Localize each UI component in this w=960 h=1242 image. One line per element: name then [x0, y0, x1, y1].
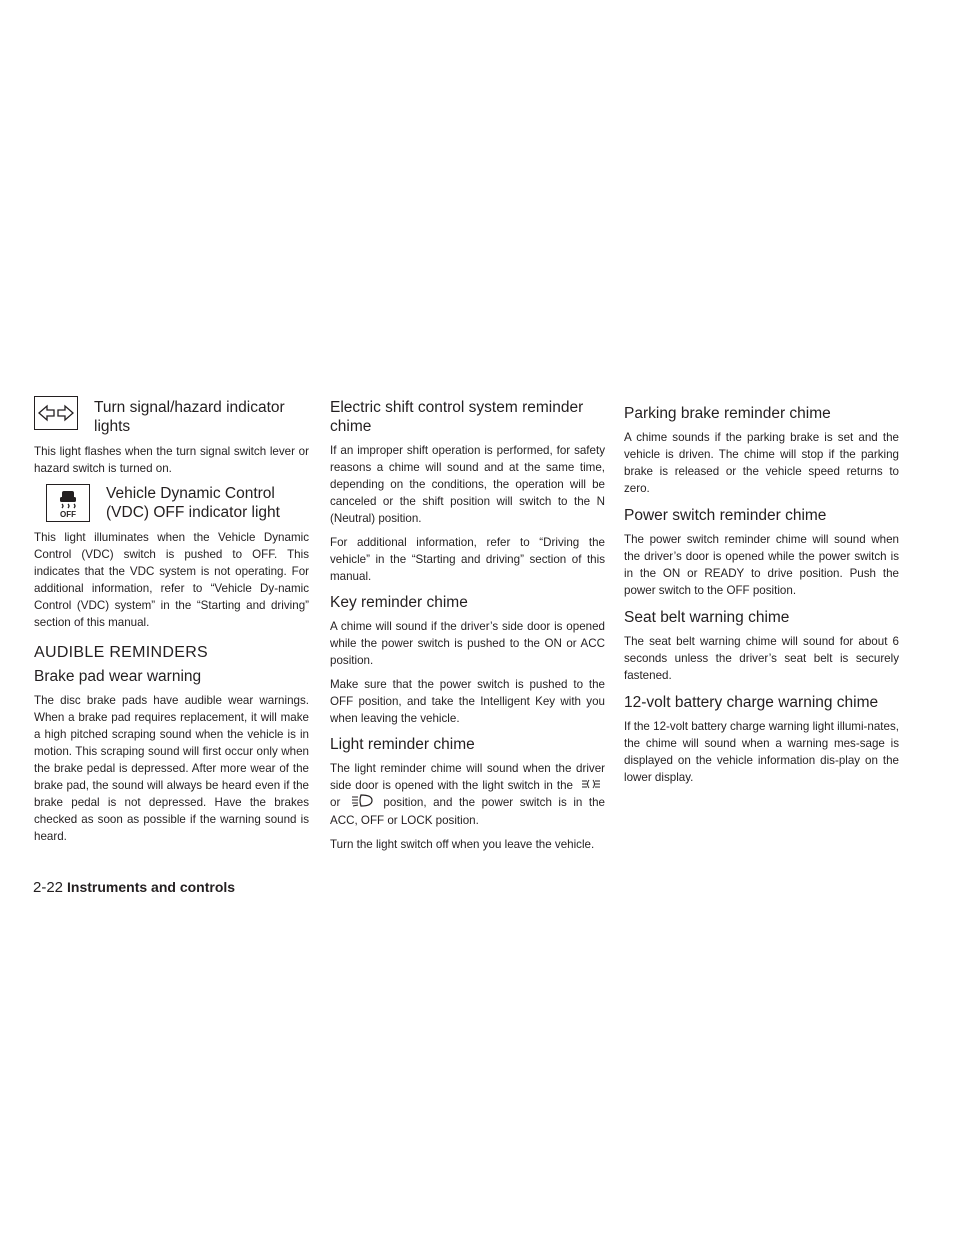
light-body-part-b: position, and the power switch is in the ACC, OFF or LOCK position.	[330, 796, 605, 828]
svg-text:OFF: OFF	[60, 510, 76, 519]
column-right	[624, 396, 899, 793]
battery-charge-title: 12-volt battery charge warning chime	[624, 694, 879, 711]
turn-signal-title: Turn signal/hazard indicator lights	[94, 399, 285, 435]
key-reminder-body-1: A chime will sound if the driver’s side door is opened while the power switch is pushed to the ON or ACC position.	[330, 620, 605, 667]
light-reminder-title: Light reminder chime	[330, 736, 475, 753]
battery-charge-body: If the 12-volt battery charge warning light illumi-nates, the chime will sound when a warning mes-sage is displayed on the vehicle information dis-play on the lower display.	[624, 720, 899, 784]
vdc-header	[34, 484, 309, 522]
brake-pad-title: Brake pad wear warning	[34, 668, 202, 685]
turn-signal-arrows-icon	[34, 396, 78, 430]
headlight-icon	[351, 794, 373, 812]
parking-brake-title: Parking brake reminder chime	[624, 405, 831, 422]
seat-belt-title: Seat belt warning chime	[624, 609, 790, 626]
light-reminder-body-1	[330, 760, 605, 829]
page-footer	[33, 879, 235, 896]
vdc-title: Vehicle Dynamic Control (VDC) OFF indicator light	[106, 485, 280, 521]
turn-signal-header	[34, 396, 309, 436]
vdc-body: This light illuminates when the Vehicle Dynamic Control (VDC) switch is pushed to OFF. This indicates that the VDC system is not operating. For additional information, refer to “Vehicle Dy-namic Control (VDC) system” in the “Starting and driving” section of this manual.	[34, 531, 309, 629]
shift-title: Electric shift control system reminder chime	[330, 399, 584, 435]
page-number: 2-22	[33, 879, 64, 896]
brake-pad-body: The disc brake pads have audible wear warnings. When a brake pad requires replacement, it will make a high pitched scraping sound when the vehicle is in motion. This scraping sound will first occur only when the brake pedal is depressed. After more wear of the brake pad, the sound will always be heard even if the brake pedal is not depressed. Have the brakes checked as soon as possible if the warning sound is heard.	[34, 694, 309, 843]
light-body-or: or	[330, 796, 341, 810]
column-left	[34, 396, 309, 852]
light-reminder-body-2: Turn the light switch off when you leave the vehicle.	[330, 838, 595, 852]
column-middle	[330, 396, 605, 860]
power-switch-body: The power switch reminder chime will sound when the driver’s door is opened while the power switch is in the ON or READY to drive position. Push the power switch to the OFF position.	[624, 533, 899, 597]
parking-light-icon	[581, 777, 601, 794]
section-name: Instruments and controls	[67, 879, 236, 895]
power-switch-title: Power switch reminder chime	[624, 507, 827, 524]
shift-body-1: If an improper shift operation is performed, for safety reasons a chime will sound and at the same time, depending on the conditions, the operation will be canceled or the shift position will switch to the N (Neutral) position.	[330, 444, 605, 525]
audible-reminders-heading: AUDIBLE REMINDERS	[34, 644, 209, 661]
key-reminder-title: Key reminder chime	[330, 594, 468, 611]
light-body-part-a: The light reminder chime will sound when the driver side door is opened with the light switch in the	[330, 762, 605, 792]
turn-signal-body: This light flashes when the turn signal switch lever or hazard switch is turned on.	[34, 445, 309, 475]
parking-brake-body: A chime sounds if the parking brake is set and the vehicle is driven. The chime will stop if the parking brake is released or the vehicle speed returns to zero.	[624, 431, 899, 495]
vdc-off-icon	[46, 484, 90, 522]
shift-body-2: For additional information, refer to “Driving the vehicle” in the “Starting and driving” section of this manual.	[330, 536, 605, 583]
seat-belt-body: The seat belt warning chime will sound for about 6 seconds unless the driver’s seat belt is securely fastened.	[624, 635, 899, 682]
key-reminder-body-2: Make sure that the power switch is pushed to the OFF position, and take the Intelligent Key with you when leaving the vehicle.	[330, 678, 605, 725]
